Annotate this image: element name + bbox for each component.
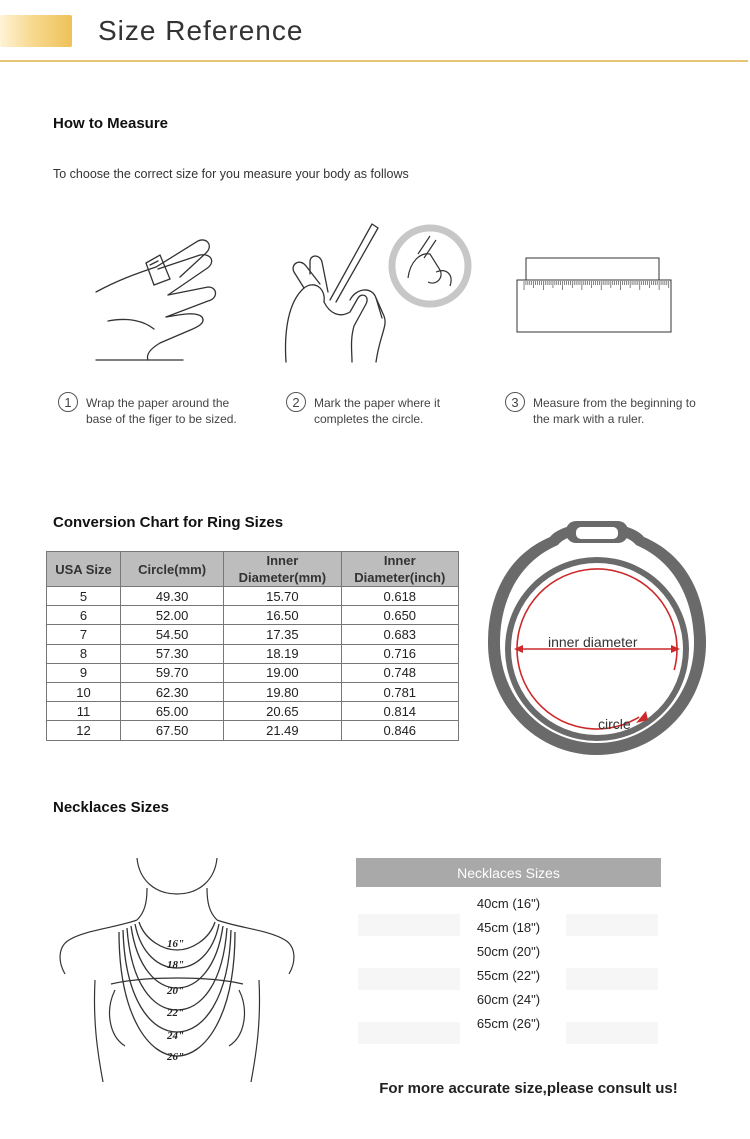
- neck-label-26: 26": [167, 1051, 185, 1063]
- ring-table-cell: 0.846: [341, 721, 458, 740]
- ring-table-cell: 52.00: [120, 606, 223, 625]
- ring-table-cell: 0.781: [341, 682, 458, 701]
- step-1-line-1: Wrap the paper around the: [86, 396, 230, 410]
- col-inner-diameter-inch: Inner Diameter(inch): [341, 552, 458, 587]
- ring-table-cell: 54.50: [120, 625, 223, 644]
- ring-table-header-row: [47, 552, 459, 587]
- header-divider: [0, 60, 748, 62]
- ruler-illustration: [515, 256, 675, 336]
- step-2-line-2: completes the circle.: [314, 412, 424, 426]
- ring-table-cell: 20.65: [224, 702, 341, 721]
- ring-size-table: [46, 551, 459, 741]
- col-usa-size: USA Size: [47, 552, 121, 587]
- step-3-line-2: the mark with a ruler.: [533, 412, 645, 426]
- ring-table-cell: 18.19: [224, 644, 341, 663]
- ring-table-cell: 0.748: [341, 663, 458, 682]
- ring-table-cell: 0.683: [341, 625, 458, 644]
- ring-table-cell: 11: [47, 702, 121, 721]
- step-3-text: [533, 395, 696, 427]
- neck-label-24: 24": [167, 1030, 185, 1042]
- ring-table-cell: 0.814: [341, 702, 458, 721]
- ring-table-cell: 5: [47, 587, 121, 606]
- step-2-line-1: Mark the paper where it: [314, 396, 441, 410]
- step-3-number: 3: [505, 392, 525, 412]
- step-1-line-2: base of the figer to be sized.: [86, 412, 237, 426]
- inner-diameter-label: inner diameter: [548, 634, 638, 650]
- ring-table-cell: 10: [47, 682, 121, 701]
- necklace-heading: Necklaces Sizes: [53, 799, 169, 816]
- ring-table-cell: 49.30: [120, 587, 223, 606]
- necklace-mannequin-illustration: [55, 850, 300, 1090]
- col-circle: Circle(mm): [120, 552, 223, 587]
- ring-table-cell: 62.30: [120, 682, 223, 701]
- mark-paper-illustration: [280, 222, 475, 367]
- ring-table-cell: 12: [47, 721, 121, 740]
- neck-label-16: 16": [167, 938, 185, 950]
- ring-table-cell: 6: [47, 606, 121, 625]
- necklace-size-row: 45cm (18"): [476, 920, 541, 935]
- ring-table-row: [47, 625, 459, 644]
- ring-table-row: [47, 702, 459, 721]
- necklace-size-row: 65cm (26"): [476, 1016, 541, 1031]
- ring-table-cell: 16.50: [224, 606, 341, 625]
- ring-table-cell: 21.49: [224, 721, 341, 740]
- ring-table-cell: 19.80: [224, 682, 341, 701]
- circle-label: circle: [598, 716, 631, 732]
- ring-table-cell: 7: [47, 625, 121, 644]
- neck-label-18: 18": [167, 959, 185, 971]
- ring-diagram: [486, 515, 708, 760]
- neck-label-20: 20": [167, 985, 185, 997]
- col-inner-diameter-mm: Inner Diameter(mm): [224, 552, 341, 587]
- step-1-text: [86, 395, 237, 427]
- step-2-text: [314, 395, 440, 427]
- necklace-size-row: 60cm (24"): [476, 992, 541, 1007]
- neck-label-22: 22": [167, 1007, 185, 1019]
- ring-table-row: [47, 587, 459, 606]
- step-1-number: 1: [58, 392, 78, 412]
- step-3-line-1: Measure from the beginning to: [533, 396, 696, 410]
- ring-table-cell: 65.00: [120, 702, 223, 721]
- step-2-number: 2: [286, 392, 306, 412]
- ring-table-cell: 67.50: [120, 721, 223, 740]
- necklace-size-row: 40cm (16"): [476, 896, 541, 911]
- how-to-measure-heading: How to Measure: [53, 115, 169, 132]
- ring-table-cell: 0.650: [341, 606, 458, 625]
- ring-table-cell: 0.716: [341, 644, 458, 663]
- ring-table-cell: 9: [47, 663, 121, 682]
- ring-table-cell: 59.70: [120, 663, 223, 682]
- ring-chart-heading: Conversion Chart for Ring Sizes: [53, 514, 284, 531]
- ring-table-cell: 15.70: [224, 587, 341, 606]
- ring-table-row: [47, 663, 459, 682]
- ring-table-row: [47, 682, 459, 701]
- ring-table-cell: 57.30: [120, 644, 223, 663]
- necklace-size-row: 50cm (20"): [476, 944, 541, 959]
- measure-intro: To choose the correct size for you measure your body as follows: [53, 167, 409, 181]
- ring-table-row: [47, 721, 459, 740]
- necklace-size-row: 55cm (22"): [476, 968, 541, 983]
- ring-table-cell: 8: [47, 644, 121, 663]
- page-title: Size Reference: [98, 15, 304, 46]
- ring-table-cell: 0.618: [341, 587, 458, 606]
- ring-table-row: [47, 644, 459, 663]
- necklace-table-header: Necklaces Sizes: [356, 858, 661, 887]
- consult-footer: For more accurate size,please consult us!: [379, 1080, 678, 1097]
- ring-table-row: [47, 606, 459, 625]
- ring-table-cell: 17.35: [224, 625, 341, 644]
- ring-table-cell: 19.00: [224, 663, 341, 682]
- hand-wrap-illustration: [88, 225, 228, 365]
- header-accent-tab: [0, 15, 72, 47]
